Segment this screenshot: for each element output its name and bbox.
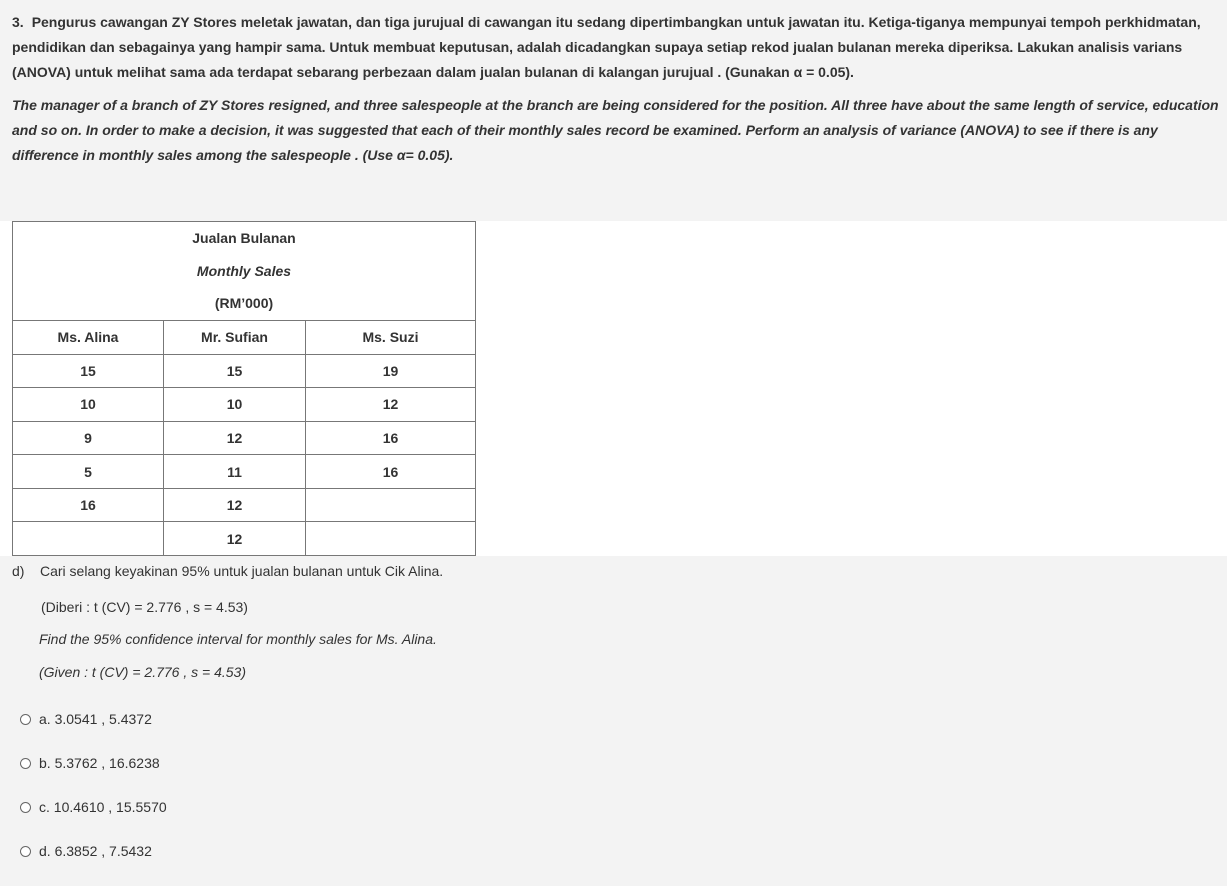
answer-option-b[interactable] <box>20 753 160 773</box>
answer-option-label[interactable]: b. 5.3762 , 16.6238 <box>39 755 160 771</box>
table-row <box>13 522 476 556</box>
table-row <box>13 455 476 489</box>
part-d-malay-question: Cari selang keyakinan 95% untuk jualan bulanan untuk Cik Alina. <box>40 563 444 579</box>
table-cell: 10 <box>13 388 164 422</box>
table-cell: 19 <box>306 354 476 388</box>
answer-option-label[interactable]: d. 6.3852 , 7.5432 <box>39 843 152 859</box>
table-cell: 12 <box>164 522 306 556</box>
table-title-english: Monthly Sales <box>196 262 292 279</box>
radio-button-icon[interactable] <box>20 758 31 769</box>
table-cell: 12 <box>164 488 306 522</box>
table-row <box>13 354 476 388</box>
monthly-sales-table <box>12 221 476 556</box>
part-d-english-question: Find the 95% confidence interval for monthly sales for Ms. Alina. <box>39 631 437 647</box>
table-unit: (RM’000) <box>214 295 274 312</box>
answer-option-a[interactable] <box>20 709 152 729</box>
column-header-sufian: Mr. Sufian <box>164 321 306 355</box>
answer-option-label[interactable]: c. 10.4610 , 15.5570 <box>39 799 167 815</box>
question-malay-text <box>12 10 1222 85</box>
answer-option-label[interactable]: a. 3.0541 , 5.4372 <box>39 711 152 727</box>
answer-option-d[interactable] <box>20 841 152 861</box>
table-cell <box>306 488 476 522</box>
question-english-text: The manager of a branch of ZY Stores resigned, and three salespeople at the branch are being considered for the position. All three have about the same length of service, education and so on. In order to make a decision, it was suggested that each of their monthly sales record be examined. Perform an analysis of variance (ANOVA) to see if there is any difference in monthly sales among the salespeople . (Use α= 0.05). <box>12 97 1219 163</box>
table-cell: 9 <box>13 421 164 455</box>
answer-option-c[interactable] <box>20 797 167 817</box>
table-cell: 12 <box>306 388 476 422</box>
question-malay-body: Pengurus cawangan ZY Stores meletak jawatan, dan tiga jurujual di cawangan itu sedang dipertimbangkan untuk jawatan itu. Ketiga-tiganya mempunyai tempoh perkhidmatan, pendidikan dan sebagainya yang hampir sama. Untuk membuat keputusan, adalah dicadangkan supaya setiap rekod jualan bulanan mereka diperiksa. Lakukan analisis varians (ANOVA) untuk melihat sama ada terdapat sebarang perbezaan dalam jualan bulanan di kalangan jurujual . (Gunakan α = 0.05). <box>12 14 1201 80</box>
radio-button-icon[interactable] <box>20 802 31 813</box>
radio-button-icon[interactable] <box>20 846 31 857</box>
table-cell: 16 <box>306 421 476 455</box>
table-row <box>13 388 476 422</box>
column-header-alina: Ms. Alina <box>13 321 164 355</box>
table-cell: 10 <box>164 388 306 422</box>
part-d-english-given: (Given : t (CV) = 2.776 , s = 4.53) <box>39 664 246 680</box>
radio-button-icon[interactable] <box>20 714 31 725</box>
column-header-suzi: Ms. Suzi <box>306 321 476 355</box>
column-header-row <box>13 321 476 355</box>
table-cell: 15 <box>13 354 164 388</box>
table-cell: 16 <box>13 488 164 522</box>
table-cell: 15 <box>164 354 306 388</box>
table-header-row <box>13 222 476 321</box>
table-cell: 12 <box>164 421 306 455</box>
table-cell: 11 <box>164 455 306 489</box>
table-row <box>13 421 476 455</box>
question-number: 3. <box>12 14 24 30</box>
part-d-malay-given: (Diberi : t (CV) = 2.776 , s = 4.53) <box>41 599 248 615</box>
part-d-label: d) <box>12 563 25 579</box>
table-title-cell <box>13 222 476 321</box>
table-row <box>13 488 476 522</box>
table-cell: 16 <box>306 455 476 489</box>
table-cell <box>13 522 164 556</box>
table-cell: 5 <box>13 455 164 489</box>
table-title-malay: Jualan Bulanan <box>192 230 296 247</box>
table-cell <box>306 522 476 556</box>
